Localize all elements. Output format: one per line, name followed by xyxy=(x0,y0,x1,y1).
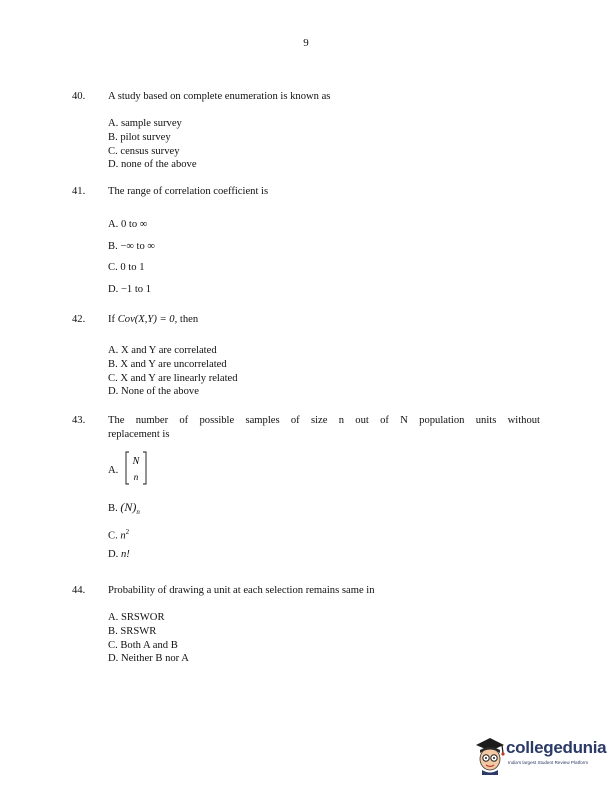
right-bracket xyxy=(143,452,146,484)
q43-option-a-binomial xyxy=(124,451,148,485)
q43-option-b-label: B. xyxy=(108,503,118,514)
binomial-top: N xyxy=(132,456,140,467)
q42-option-d: D. None of the above xyxy=(108,386,199,398)
q43-line1: The number of possible samples of size n out of N population units without xyxy=(108,415,540,426)
q41-option-c: C. 0 to 1 xyxy=(108,262,145,273)
q43-option-c xyxy=(108,526,129,543)
graduate-cartoon-icon xyxy=(472,733,508,775)
q41-option-d: D. −1 to 1 xyxy=(108,283,152,295)
q41-option-b: B. −∞ to ∞ xyxy=(108,240,155,252)
q42-text-suffix: , then xyxy=(174,314,199,325)
q40-option-d: D. none of the above xyxy=(108,159,197,171)
q41-text: The range of correlation coefficient is xyxy=(108,186,269,197)
page-number: 9 xyxy=(303,37,309,49)
q43-option-c-sup: 2 xyxy=(125,528,130,536)
q40-option-c: C. census survey xyxy=(108,145,180,157)
q44-number: 44. xyxy=(72,585,86,596)
q43-option-c-label: C. xyxy=(108,530,118,542)
q42-options xyxy=(108,344,238,399)
left-bracket xyxy=(126,452,129,484)
q44-option-c: C. Both A and B xyxy=(108,639,178,651)
q43-option-a-label: A. xyxy=(108,465,119,476)
q40-option-b: B. pilot survey xyxy=(108,131,171,143)
q43-option-b xyxy=(108,501,140,520)
q44-text: Probability of drawing a unit at each selection remains same in xyxy=(108,585,375,596)
q42-text-prefix: If xyxy=(108,314,116,325)
q44-options xyxy=(108,611,189,666)
q43-option-d xyxy=(108,548,130,562)
q41-options xyxy=(108,214,155,300)
q42-option-b: B. X and Y are uncorrelated xyxy=(108,358,227,370)
q41-option-a: A. 0 to ∞ xyxy=(108,219,148,230)
q44-option-d: D. Neither B nor A xyxy=(108,653,189,665)
q43-option-b-math: (N) xyxy=(120,500,137,514)
q43-option-b-sub: n xyxy=(136,508,140,517)
q40-option-a: A. sample survey xyxy=(108,118,182,129)
binomial-bottom: n xyxy=(133,472,139,482)
q43-number: 43. xyxy=(72,415,86,426)
q43-option-d-math: n! xyxy=(120,549,130,560)
q42-text-math: Cov(X,Y) = 0 xyxy=(117,314,175,325)
brand-tagline: India's largest Student Review Platform xyxy=(508,760,589,765)
q43-option-c-math: n xyxy=(120,530,126,542)
q43-line2: replacement is xyxy=(108,429,170,440)
q42-text xyxy=(108,314,540,325)
q42-option-c: C. X and Y are linearly related xyxy=(108,372,238,384)
q44-option-b: B. SRSWR xyxy=(108,625,157,637)
q40-number: 40. xyxy=(72,91,86,102)
q42-option-a: A. X and Y are correlated xyxy=(108,345,217,356)
q43-option-d-label: D. xyxy=(108,549,119,560)
q42-number: 42. xyxy=(72,314,86,325)
q41-number: 41. xyxy=(72,186,86,197)
q40-text: A study based on complete enumeration is known as xyxy=(108,91,331,102)
brand-name: collegedunia xyxy=(506,738,607,757)
q40-options xyxy=(108,117,197,172)
q44-option-a: A. SRSWOR xyxy=(108,612,165,623)
